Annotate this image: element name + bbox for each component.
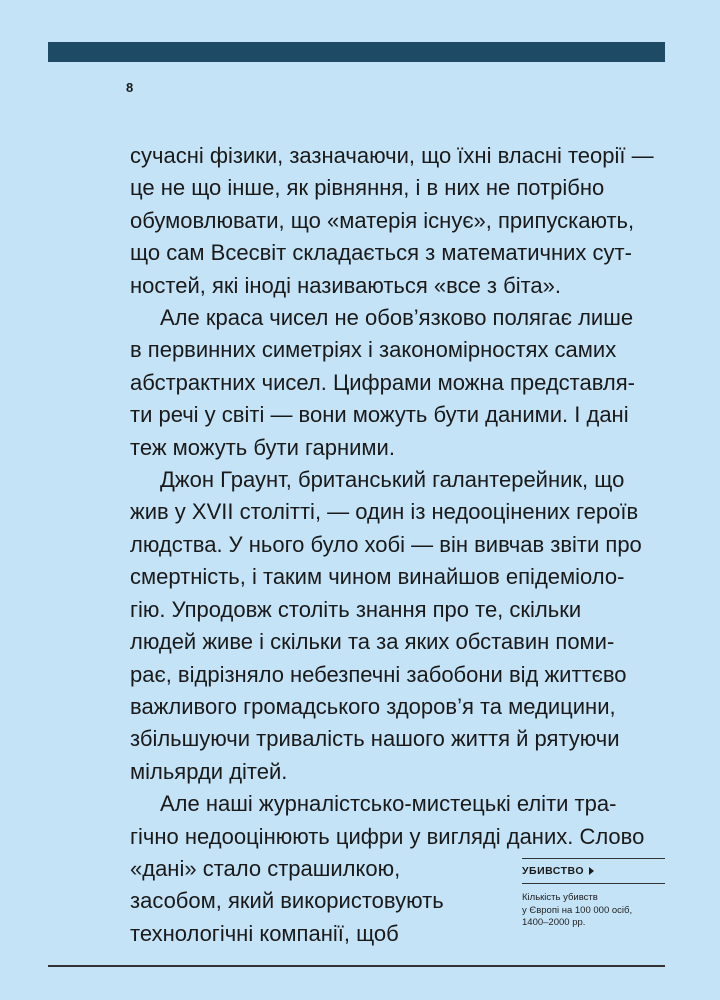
page-number: 8 [126,80,134,95]
text-line: смертність, і таким чином винайшов епідеміоло- [130,564,625,590]
text-line: ностей, які іноді називаються «все з біта». [130,272,562,298]
sidebar-caption [522,892,665,930]
sidebar-label-text: УБИВСТВО [522,865,585,877]
text-line: збільшуючи тривалість нашого життя й рятуючи [130,726,620,752]
caption-line: 1400–2000 рр. [522,917,586,928]
text-line: що сам Всесвіт складається з математичних сут- [130,240,632,266]
sidebar-top-rule [522,858,665,859]
text-line: жив у XVII столітті, — один із недооцінених героїв [130,499,639,525]
figure-sidebar [522,858,665,930]
text-line: рає, відрізняло небезпечні забобони від життєво [130,661,627,687]
text-line: важливого громадського здоров’я та медицини, [130,693,616,719]
text-line: технологічні компанії, щоб [130,920,399,946]
sidebar-label [522,865,665,877]
text-line: в первинних симетріях і закономірностях самих [130,337,617,363]
text-line: сучасні фізики, зазначаючи, що їхні власні теорії — [130,143,654,168]
text-line: засобом, який використовують [130,888,444,914]
caption-line: у Європі на 100 000 осіб, [522,904,633,916]
sidebar-divider [522,883,665,884]
text-line: мільярди дітей. [130,758,288,784]
text-line: гічно недооцінюють цифри у вигляді даних. Слово [130,823,645,849]
text-line: гію. Упродовж століть знання про те, скільки [130,596,582,622]
text-line: обумовлювати, що «матерія існує», припускають, [130,207,635,233]
text-line: теж можуть бути гарними. [130,434,395,460]
text-line: ти речі у світі — вони можуть бути даними. І дані [130,402,629,428]
text-line: людства. У нього було хобі — він вивчав звіти про [130,531,642,557]
text-line: Джон Граунт, британський галантерейник, що [160,467,625,493]
text-line: це не що інше, як рівняння, і в них не потрібно [130,175,605,201]
body-text [130,140,670,950]
text-line: Але наші журналістсько-мистецькі еліти тра- [160,791,617,817]
text-line: Але краса чисел не обов’язково полягає лише [160,305,634,331]
header-bar [48,42,665,62]
text-line: «дані» стало страшилкою, [130,855,401,881]
footer-rule [48,965,665,967]
text-line: абстрактних чисел. Цифрами можна представля- [130,369,636,395]
caption-line: Кількість убивств [522,892,598,903]
triangle-right-icon [589,867,594,875]
text-line: людей живе і скільки та за яких обставин поми- [130,629,615,655]
